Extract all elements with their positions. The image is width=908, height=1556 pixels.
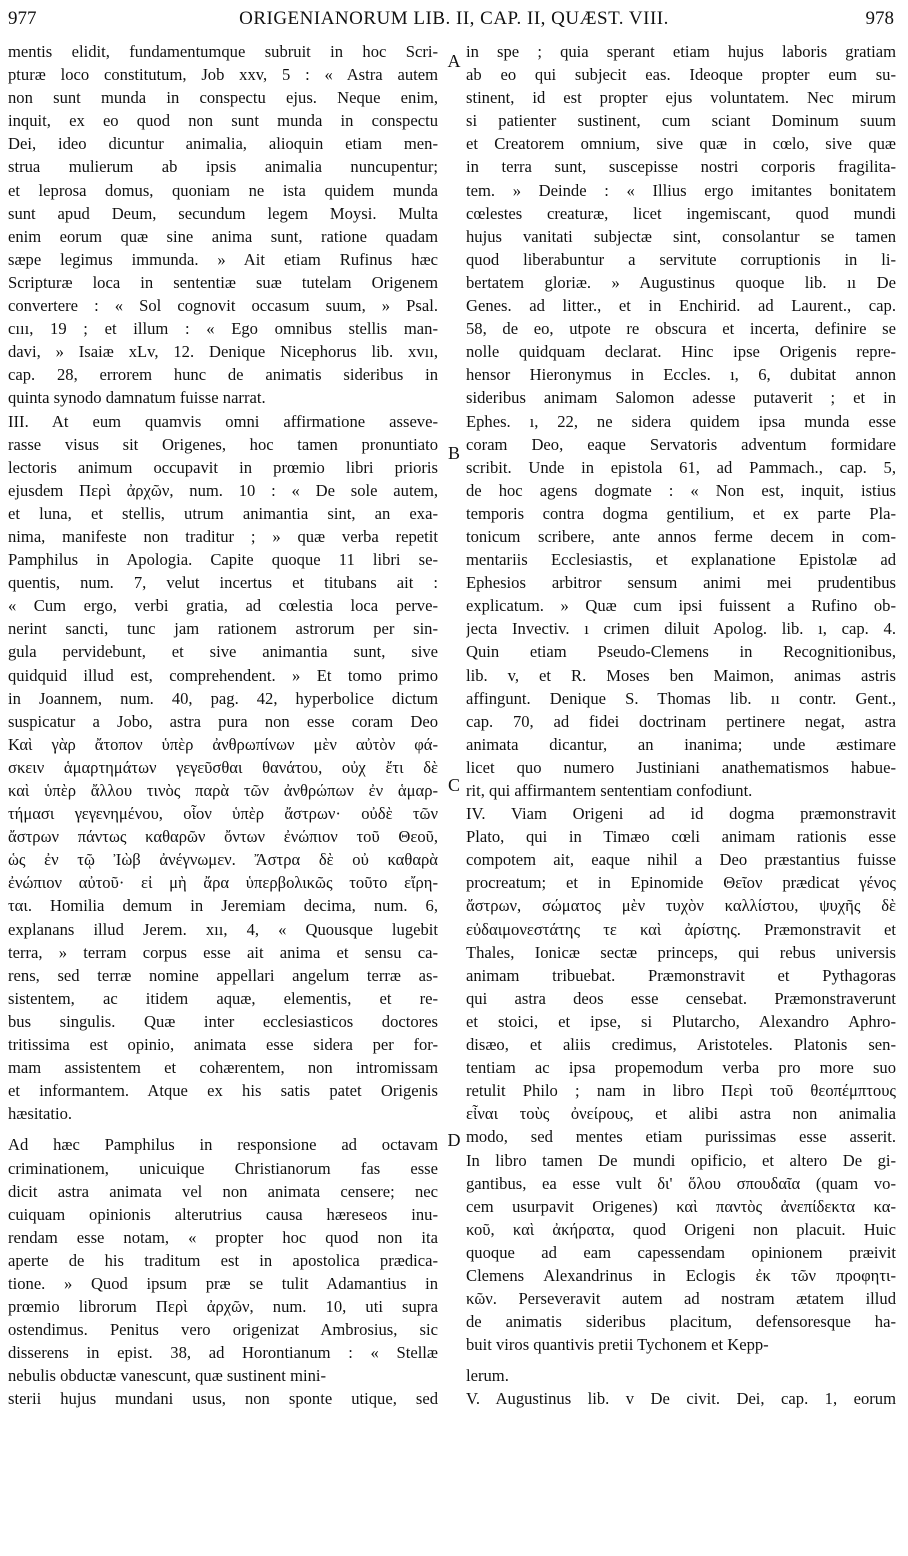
text-line: ostendimus. Penitus vero origenizat Ambrosius, sic (8, 1320, 438, 1340)
text-line: tonicum scribere, ante annos ferme decem in com- (466, 526, 896, 546)
text-line: cap. 70, ad fidei doctrinam pertinere negat, astra (466, 711, 896, 731)
text-line: animam tribuebat. Præmonstravit et Pythagoras (466, 965, 896, 985)
text-line: qui astra deos esse censebat. Præmonstraverunt (466, 988, 896, 1008)
text-line: ὡς ἐν τῷ Ἰὼβ ἀνέγνωμεν. Ἄστρα δὲ οὐ καθαρὰ (8, 850, 438, 870)
text-line: et Creatorem omnium, sive quæ in cœlo, sive quæ (466, 134, 896, 154)
text-line: cuiquam opinionis alterutrius causa hæreseos inu- (8, 1204, 438, 1224)
text-line: modo, sed mentes etiam purissimas esse asserit. (466, 1127, 896, 1147)
text-line: licet quo numero Justiniani anathematismos habue- (466, 757, 896, 777)
text-line: sideribus animam Salomon adesse putaverit ; et in (466, 388, 896, 408)
text-line: compotem ait, eaque nihil a Deo præstantius fuisse (466, 850, 896, 870)
right-column (466, 40, 896, 1411)
right-page-number: 978 (865, 8, 894, 29)
text-line: ἄστρων πάντως καθαρῶν ὄντων ἐνώπιον τοῦ Θεοῦ, (8, 827, 438, 847)
text-line: σκειν ἁμαρτημάτων γεγεῦσθαι θανάτου, οὐχ ἔτι δὲ (8, 757, 438, 777)
text-line: nima, manifeste non traditur ; » quæ verba repetit (8, 526, 438, 546)
text-line: inquit, ex eo quod non sunt munda in conspectu (8, 111, 438, 131)
text-line: IV. Viam Origeni ad id dogma præmonstravit (466, 804, 896, 824)
text-line: Pamphilus in Apologia. Capite quoque 11 libri se- (8, 550, 438, 570)
text-line: strua mulierum ab ipsis animalia nuncupentur; (8, 157, 438, 177)
text-line: gantibus, ea esse vult δι' ὅλου σπουδαῖα (quam vo- (466, 1173, 896, 1193)
page-header (0, 0, 908, 42)
paragraph-gap (466, 1356, 896, 1364)
text-line: ejusdem Περὶ ἀρχῶν, num. 10 : « De sole autem, (8, 480, 438, 500)
text-line: nolle quidquam declarat. Hinc ipse Origenis repre- (466, 342, 896, 362)
text-line: V. Augustinus lib. v De civit. Dei, cap. 1, eorum (466, 1389, 896, 1409)
text-line: κοῦ, καὶ ἀκήρατα, quod Origeni non placuit. Huic (466, 1219, 896, 1239)
text-line: Clemens Alexandrinus in Eclogis ἐκ τῶν προφητι- (466, 1265, 896, 1285)
text-line: mentariis Ecclesiastis, et explanatione Epistolæ ad (466, 550, 896, 570)
text-line: sæpe legimus immunda. » Ait etiam Rufinus hæc (8, 249, 438, 269)
text-line: ται. Homilia demum in Jeremiam decima, num. 6, (8, 896, 438, 916)
text-line: ἐνώπιον αὐτοῦ· εἰ μὴ ἄρα ὑπερβολικῶς τοῦτο εἴρη- (8, 873, 438, 893)
text-line: Ephesios arbitror sensum animi mei prudentibus (466, 573, 896, 593)
text-line: Scripturæ loca in sententiæ suæ tutelam Origenem (8, 272, 438, 292)
text-line: quinta synodo damnatum fuisse narrat. (8, 388, 266, 408)
text-line: et leprosa domus, quoniam ne ista quidem munda (8, 180, 438, 200)
text-line: bus singulis. Quæ inter ecclesiasticos doctores (8, 1011, 438, 1031)
text-line: affingunt. Denique S. Thomas lib. ıı contr. Gent., (466, 688, 896, 708)
text-line: lectoris animum occupavit in prœmio libri prioris (8, 457, 438, 477)
text-line: 58, de eo, utpote re obscura et incerta, definire se (466, 319, 896, 339)
text-line: hensor Hieronymus in Eccles. ı, 6, dubitat annon (466, 365, 896, 385)
text-line: disæo, et aliis credimus, Aristoteles. Platonis sen- (466, 1035, 896, 1055)
margin-marker-d: D (447, 1130, 461, 1150)
text-line: explanans illud Jerem. xıı, 4, « Quousque lugebit (8, 919, 438, 939)
text-line: III. At eum quamvis omni affirmatione asseve- (8, 411, 438, 431)
text-line: Ad hæc Pamphilus in responsione ad octavam (8, 1135, 438, 1155)
text-line: rit, qui affirmantem sententiam confodiunt. (466, 781, 753, 800)
text-line: de animatis sideribus placitum, defensoresque ha- (466, 1312, 896, 1332)
text-line: In libro tamen De mundi opificio, et altero De gi- (466, 1150, 896, 1170)
text-line: Plato, qui in Timæo cœli animam rationis esse (466, 827, 896, 847)
text-line: gula pervidebunt, et sive animantia sunt, sive (8, 642, 438, 662)
text-line: scribit. Unde in epistola 61, ad Pammach., cap. 5, (466, 457, 896, 477)
text-line: mentis elidit, fundamentumque subruit in hoc Scri- (8, 42, 438, 61)
text-line: εὐδαιμονεστάτης τε καὶ ἀρίστης. Præmonstravit et (466, 919, 896, 939)
text-line: enim eorum quæ sine anima sunt, ratione quadam (8, 226, 438, 246)
text-line: Dei, ideo dicuntur animalia, alioquin etiam men- (8, 134, 438, 154)
text-line: quod liberabuntur a servitute corruptionis in li- (466, 249, 896, 269)
running-title: ORIGENIANORUM LIB. II, CAP. II, QUÆST. VIII. (239, 8, 669, 29)
text-line: ab eo qui subjecit eas. Ideoque propter eum su- (466, 65, 896, 85)
text-line: tritissima est opinio, animata esse sidera per for- (8, 1035, 438, 1055)
text-line: Quin etiam Pseudo-Clemens in Recognitionibus, (466, 642, 896, 662)
text-line: sterii hujus mundani usus, non sponte utique, sed (8, 1389, 438, 1409)
text-line: quentis, num. 7, velut incertus et titubans ait : (8, 573, 438, 593)
text-line: procreatum; et in Epinomide Θεῖον prædicat γένος (466, 873, 896, 893)
text-line: rasse visus sit Origenes, hoc tamen pronuntiato (8, 434, 438, 454)
text-line: Genes. ad litter., et in Enchirid. ad Laurent., cap. (466, 296, 896, 316)
text-line: hujus vanitati subjectæ sint, consolantur se tamen (466, 226, 896, 246)
text-line: lib. v, et R. Moses ben Maimon, animas astris (466, 665, 896, 685)
text-line: coram Deo, eaque Servatoris adventum formidare (466, 434, 896, 454)
text-line: tentiam ac ipsa propemodum verba pro more suo (466, 1058, 896, 1078)
text-line: hæsitatio. (8, 1104, 73, 1124)
text-line: cap. 28, errorem hunc de animatis sideribus in (8, 365, 438, 385)
text-line: sunt apud Deum, secundum legem Moysi. Multa (8, 203, 438, 223)
text-line: cœlestes creaturæ, licet ingemiscant, quod mundi (466, 203, 896, 223)
text-line: explicatum. » Quæ cum ipsi fuissent a Rufino ob- (466, 596, 896, 616)
left-column (8, 40, 438, 1411)
text-line: et luna, et stellis, utrum animantia sint, an exa- (8, 503, 438, 523)
margin-marker-b: B (447, 443, 460, 463)
text-line: criminationem, unicuique Christianorum fas esse (8, 1158, 438, 1178)
text-line: quoque ad eam capessendam opinionem præivit (466, 1242, 896, 1262)
text-line: tem. » Deinde : « Illius ergo imitantes bonitatem (466, 180, 896, 200)
margin-marker-c: C (447, 775, 460, 795)
text-line: in spe ; quia sperant etiam hujus laboris gratiam (466, 42, 896, 61)
text-line: nebulis obductæ vanescunt, quæ sustinent mini- (8, 1366, 327, 1386)
text-line: tione. » Quod ipsum præ se tulit Adamantius in (8, 1273, 438, 1293)
text-line: suspicatur a Jobo, astra pura non esse coram Deo (8, 711, 438, 731)
text-line: de hoc agens dogmate : « Non est, inquit, istius (466, 480, 896, 500)
text-line: convertere : « Sol cognovit occasum suum, » Psal. (8, 296, 438, 316)
text-line: Thales, Ionicæ sectæ princeps, qui rebus universis (466, 942, 896, 962)
text-line: κῶν. Perseveravit autem ad nostram ætatem illud (466, 1289, 896, 1309)
text-line: prœmio librorum Περὶ ἀρχῶν, num. 10, uti supra (8, 1297, 438, 1317)
text-line: Καὶ γὰρ ἄτοπον ὑπὲρ ἀνθρωπίνων μὲν αὐτὸν φά- (8, 734, 438, 754)
text-line: retulit Philo ; nam in libro Περὶ τοῦ θεοπέμπτους (466, 1081, 896, 1101)
text-line: bertatem gloriæ. » Augustinus quoque lib. ıı De (466, 272, 896, 292)
text-line: cııı, 19 ; et illum : « Ego omnibus stellis man- (8, 319, 438, 339)
text-line: καὶ ὑπὲρ ἄλλου τινὸς παρὰ τῶν ἀνθρώπων ἐν ἁμαρ- (8, 781, 438, 800)
text-line: animata dicantur, an inanima; unde æstimare (466, 734, 896, 754)
text-line: non sunt munda in conspectu ejus. Neque enim, (8, 88, 438, 108)
text-line: nerint sancti, tunc jam rationem astrorum per sin- (8, 619, 438, 639)
text-line: stinent, id est propter ejus voluntatem. Nec mirum (466, 88, 896, 108)
text-line: buit viros quantivis pretii Tychonem et Kepp- (466, 1335, 769, 1355)
text-line: pturæ loco constitutum, Job xxv, 5 : « Astra autem (8, 65, 438, 85)
text-line: in terra sunt, suscepisse nostri corporis fragilita- (466, 157, 896, 177)
text-line: Ephes. ı, 22, ne sidera quidem ipsa munda esse (466, 411, 896, 431)
text-line: aperte de his traditum est in apostolica prædica- (8, 1250, 438, 1270)
text-line: ἄστρων, σώματος μὲν τυχὸν καλλίστου, ψυχῆς δὲ (466, 896, 896, 916)
margin-marker-a: A (447, 51, 461, 71)
text-line: sistentem, ac itidem aquæ, elementis, et re- (8, 988, 438, 1008)
text-line: et stoici, et ipse, si Plutarcho, Alexandro Aphro- (466, 1011, 896, 1031)
text-line: si patienter sustinent, cum sciant Dominum suum (466, 111, 896, 131)
text-line: dicit astra animata vel non animata censere; nec (8, 1181, 438, 1201)
text-line: davi, » Isaiæ xLv, 12. Denique Nicephorus lib. xvıı, (8, 342, 438, 362)
text-line: rens, sed terræ nomine appellari angelum terræ as- (8, 965, 438, 985)
left-page-number: 977 (8, 8, 37, 29)
text-line: lerum. (466, 1366, 509, 1386)
text-line: cem usurpavit Origenes) καὶ παντὸς ἀνεπίδεκτα κα- (466, 1196, 896, 1216)
text-line: mam assistentem et cohærentem, non intromissam (8, 1058, 438, 1078)
paragraph-gap (8, 1125, 438, 1133)
text-line: τήμασι γεγενημένου, οἷον ὑπὲρ ἄστρων· οὐδὲ τῶν (8, 804, 438, 824)
text-line: jecta Invectiv. ı crimen diluit Apolog. lib. ı, cap. 4. (466, 619, 896, 639)
text-line: quidquid illud est, comprehendent. » Et tomo primo (8, 665, 438, 685)
text-line: terra, » terram corpus esse ait anima et sensu ca- (8, 942, 438, 962)
text-line: et informantem. Atque ex his satis patet Origenis (8, 1081, 438, 1101)
text-line: « Cum ergo, verbi gratia, ad cœlestia loca perve- (8, 596, 438, 616)
text-line: temporis contra dogma gentilium, et ex parte Pla- (466, 503, 896, 523)
text-line: εἶναι τοὺς ὀνείρους, et alibi astra non animalia (466, 1104, 896, 1124)
text-line: in Joannem, num. 40, pag. 42, hyperbolice dictum (8, 688, 438, 708)
text-line: rendam esse notam, « propter hoc quod non ita (8, 1227, 438, 1247)
text-line: disserens in epist. 38, ad Horontianum : « Stellæ (8, 1343, 438, 1363)
